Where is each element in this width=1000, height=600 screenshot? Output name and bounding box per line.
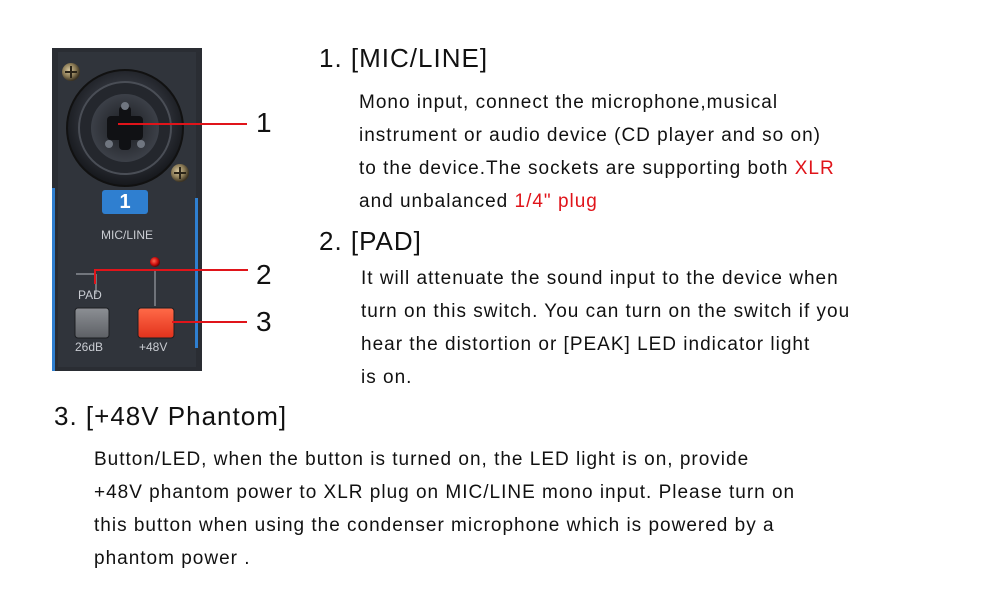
mic-line-text-line4 [359, 185, 835, 218]
pad-text-line4: is on. [361, 367, 413, 388]
pad-value-label: 26dB [75, 340, 104, 354]
mic-line-heading: 1. [MIC/LINE] [319, 43, 489, 73]
pad-description [361, 262, 850, 394]
callout-2: 2 [256, 259, 272, 290]
phantom-text-line2: +48V phantom power to XLR plug on MIC/LINE mono input. Please turn on [94, 482, 796, 503]
phantom-heading: 3. [+48V Phantom] [54, 401, 288, 431]
callout-3: 3 [256, 306, 272, 337]
phantom-text-line3: this button when using the condenser microphone which is powered by a [94, 515, 775, 536]
phantom-text-line4: phantom power . [94, 548, 251, 569]
mic-line-text-line3 [359, 152, 835, 185]
mic-line-description [359, 86, 835, 218]
quarter-inch-plug-highlight: 1/4" plug [514, 191, 598, 212]
callout-lines [0, 0, 300, 400]
phantom-value-label: +48V [139, 340, 168, 354]
phantom-text-line1: Button/LED, when the button is turned on, the LED light is on, provide [94, 449, 750, 470]
pad-text-line3: hear the distortion or [PEAK] LED indicator light [361, 334, 811, 355]
mic-line-text-line2: instrument or audio device (CD player and so on) [359, 125, 821, 146]
xlr-highlight: XLR [794, 158, 835, 179]
mic-line-text-line4-pre: and unbalanced [359, 191, 515, 212]
pad-text-line2: turn on this switch. You can turn on the switch if you [361, 301, 851, 322]
mic-line-text-line3-pre: to the device.The sockets are supporting both [359, 158, 795, 179]
pad-panel-label: PAD [78, 288, 102, 302]
mic-line-text-line1: Mono input, connect the microphone,musical [359, 92, 779, 113]
pad-heading: 2. [PAD] [319, 226, 422, 256]
phantom-description [94, 443, 795, 575]
channel-number-badge: 1 [119, 191, 131, 213]
pad-text-line1: It will attenuate the sound input to the device when [361, 268, 839, 289]
mic-line-panel-label: MIC/LINE [100, 228, 153, 242]
callout-1: 1 [256, 107, 272, 138]
